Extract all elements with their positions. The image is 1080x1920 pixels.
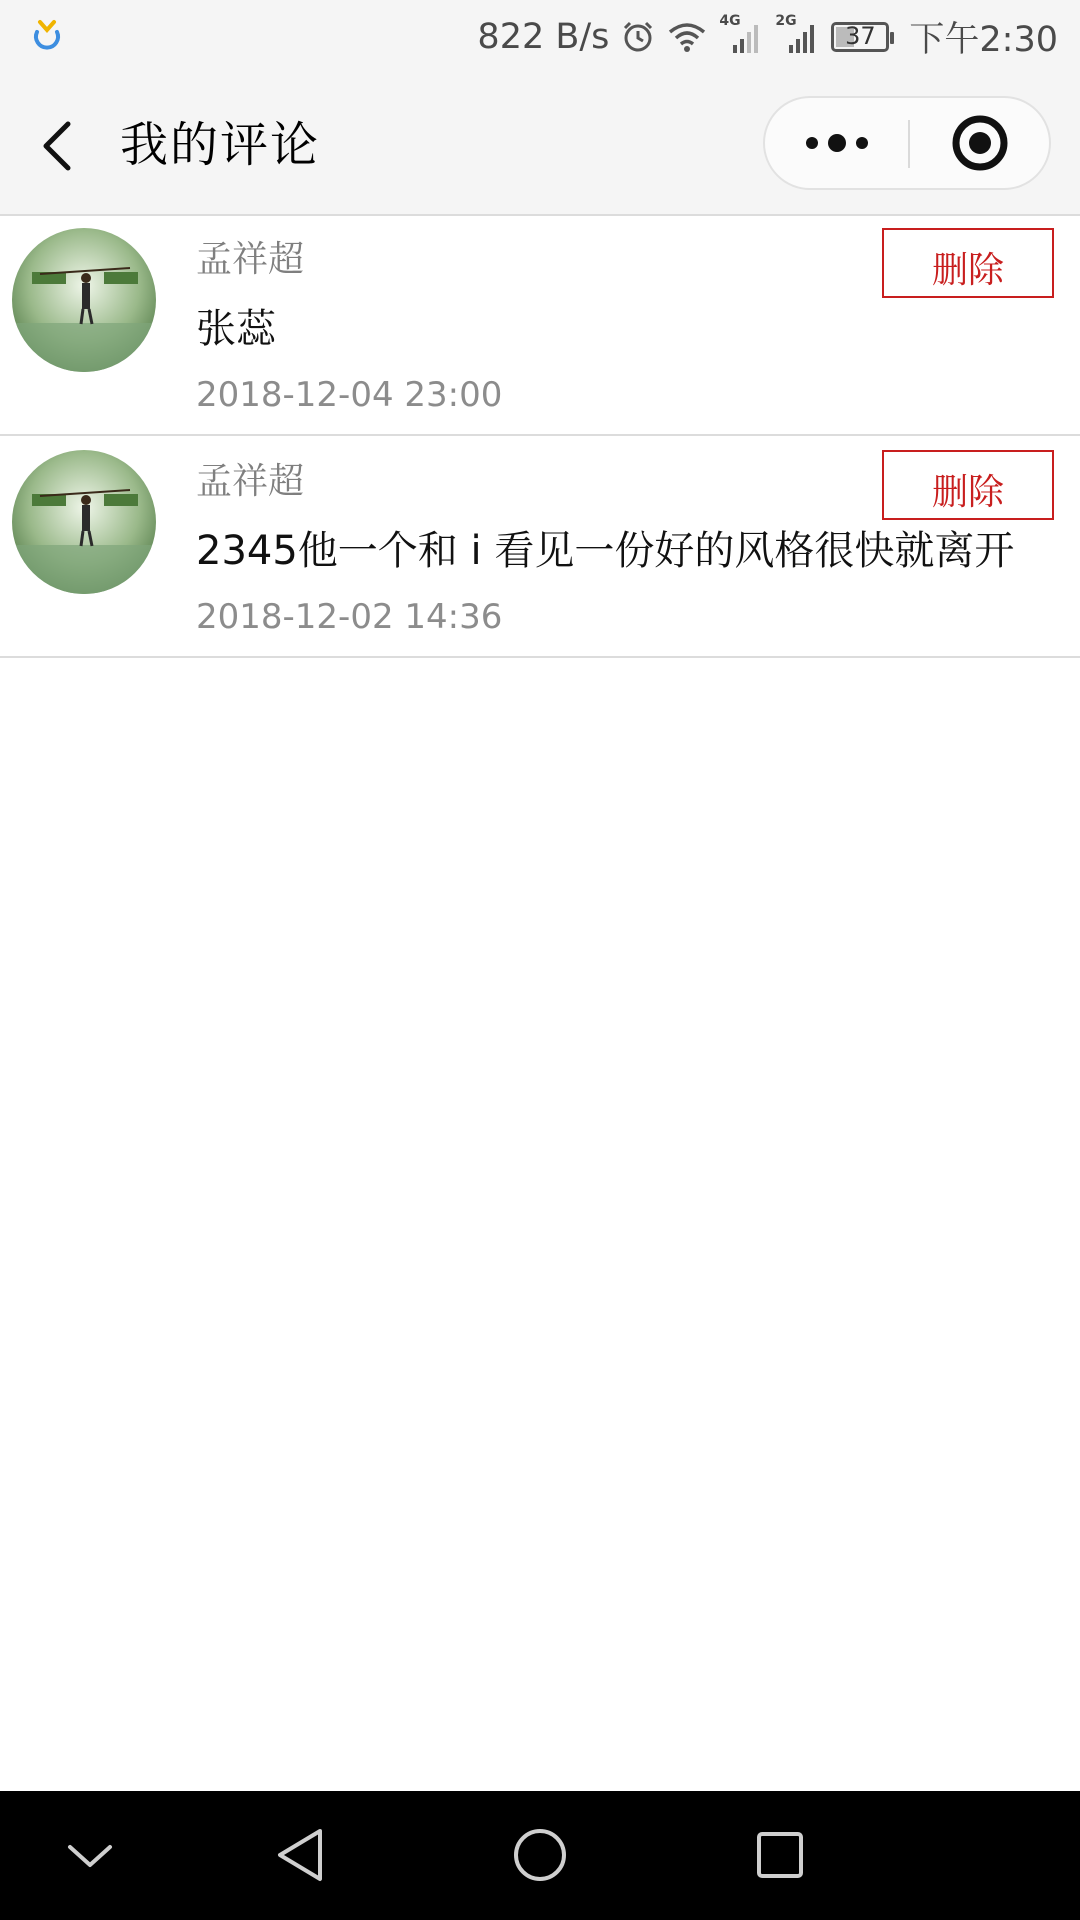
app-notification-icon	[30, 18, 64, 54]
status-bar	[0, 0, 1080, 74]
home-circle-icon[interactable]	[480, 1791, 600, 1920]
comment-time: 2018-12-02 14:36	[196, 597, 503, 637]
signal-4g-icon	[719, 13, 763, 57]
avatar[interactable]	[12, 228, 156, 372]
comment-author: 孟祥超	[196, 461, 305, 502]
signal-2g-label: 2G	[775, 13, 797, 29]
back-arrow-icon[interactable]	[32, 110, 92, 180]
network-speed: 822 B/s	[477, 17, 610, 57]
wifi-icon	[667, 20, 707, 54]
delete-button[interactable]: 删除	[882, 228, 1054, 298]
battery-icon	[831, 22, 889, 52]
alarm-icon	[621, 20, 655, 54]
status-time: 下午2:30	[909, 20, 1058, 60]
more-options-icon[interactable]	[765, 98, 908, 188]
comment-item	[0, 438, 1080, 658]
collapse-chevron-icon[interactable]	[30, 1791, 150, 1920]
mini-program-capsule	[763, 96, 1051, 190]
comment-content: 张蕊	[196, 306, 276, 352]
comment-author: 孟祥超	[196, 239, 305, 280]
system-navigation-bar	[0, 1791, 1080, 1920]
signal-2g-icon	[775, 13, 819, 57]
comment-time: 2018-12-04 23:00	[196, 375, 503, 415]
close-program-icon[interactable]	[910, 98, 1051, 188]
recent-apps-square-icon[interactable]	[720, 1791, 840, 1920]
page-title: 我的评论	[120, 117, 321, 173]
navigation-bar	[0, 74, 1080, 216]
signal-4g-label: 4G	[719, 13, 741, 29]
battery-level: 37	[845, 22, 876, 50]
delete-button[interactable]: 删除	[882, 450, 1054, 520]
comment-item	[0, 216, 1080, 436]
comment-content: 2345他一个和 i 看见一份好的风格很快就离开	[196, 528, 1015, 574]
avatar[interactable]	[12, 450, 156, 594]
back-triangle-icon[interactable]	[240, 1791, 360, 1920]
